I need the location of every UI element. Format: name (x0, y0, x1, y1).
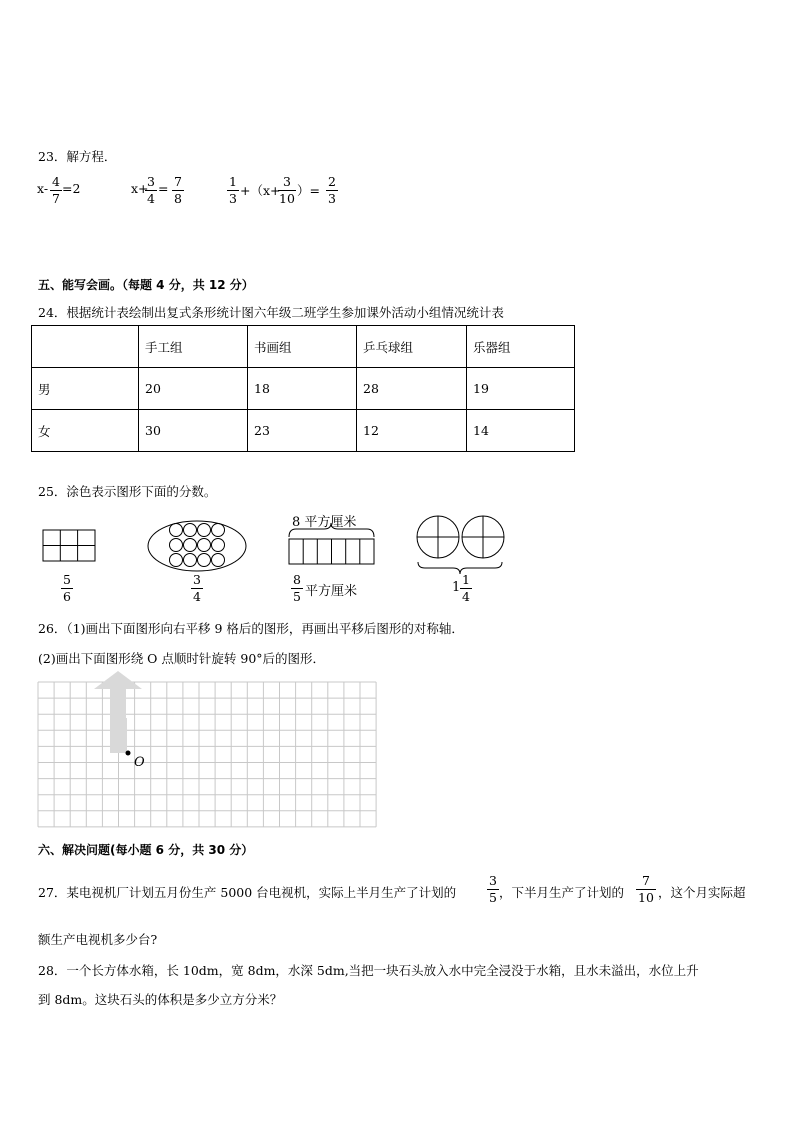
f3-top-label: 8 平方厘米 (292, 515, 357, 530)
f3-unit: 平方厘米 (305, 584, 358, 599)
q26-line-1: 26．（1)画出下面图形向右平移 9 格后的图形，再画出平移后图形的对称轴． (38, 621, 464, 636)
table-header-cell: 乐器组 (467, 326, 575, 368)
q28-line-1: 28．一个长方体水箱，长 10dm，宽 8dm，水深 5dm,当把一块石头放入水中完全浸没于水箱，且水未溢出，水位上升 (38, 963, 699, 978)
table-cell: 23 (248, 410, 357, 452)
f4-fraction: 1 4 (460, 572, 472, 604)
section-6-heading: 六、解决问题(每小题 6 分，共 30 分） (38, 843, 254, 857)
table-header-cell: 乒乓球组 (357, 326, 467, 368)
table-cell: 28 (357, 368, 467, 410)
q23-title: 23．解方程． (38, 149, 117, 164)
table-header-cell (32, 326, 139, 368)
eq3-fraction-2: 3 10 (279, 174, 295, 206)
eq1-rhs: =2 (62, 181, 81, 196)
table-cell: 20 (139, 368, 248, 410)
grid-figure (0, 670, 400, 835)
point-o (126, 751, 131, 756)
table-header-row (32, 326, 575, 368)
q28-line-2: 到 8dm。这块石头的体积是多少立方分米？ (38, 992, 283, 1007)
eq3-fraction-1: 1 3 (227, 174, 239, 206)
point-o-label: O (134, 755, 145, 770)
table-cell: 18 (248, 368, 357, 410)
eq2-equals: = (158, 181, 169, 196)
table-row (32, 368, 575, 410)
q24-title: 24．根据统计表绘制出复式条形统计图六年级二班学生参加课外活动小组情况统计表 (38, 305, 504, 320)
q25-figures (0, 505, 794, 605)
ellipse-circles-figure (148, 521, 246, 571)
eq3-close: ）= (297, 183, 320, 198)
eq3-fraction-3: 2 3 (326, 174, 338, 206)
f2-fraction: 3 4 (191, 572, 203, 604)
table-cell: 女 (32, 410, 139, 452)
eq3-mid: +（x+ (240, 183, 281, 198)
eq2-fraction-2: 7 8 (172, 174, 184, 206)
q25-title: 25．涂色表示图形下面的分数。 (38, 484, 217, 499)
q27-fraction-1: 3 5 (487, 873, 499, 905)
grid-lines (38, 682, 376, 827)
table-row (32, 410, 575, 452)
table-cell: 14 (467, 410, 575, 452)
q27-text-b: ，下半月生产了计划的 (499, 885, 625, 900)
eq1-lhs: x- (37, 181, 49, 196)
f1-fraction: 5 6 (61, 572, 73, 604)
section-5-heading: 五、能写会画。（每题 4 分，共 12 分） (38, 278, 254, 292)
quartered-circles-figure (417, 516, 504, 574)
q27-text-a: 27．某电视机厂计划五月份生产 5000 台电视机，实际上半月生产了计划的 (38, 885, 457, 900)
q27-text-c: ，这个月实际超 (658, 885, 746, 900)
q26-line-2: (2)画出下面图形绕 O 点顺时针旋转 90°后的图形． (38, 651, 326, 666)
table-cell: 男 (32, 368, 139, 410)
table-cell: 19 (467, 368, 575, 410)
q27-fraction-2: 7 10 (636, 873, 656, 905)
f4-whole: 1 (452, 580, 461, 595)
q27-line-2: 额生产电视机多少台? (38, 932, 158, 947)
stats-table (31, 325, 575, 452)
eq2-lhs: x+ (131, 181, 149, 196)
rectangle-grid-figure (43, 530, 95, 561)
table-header-cell: 手工组 (139, 326, 248, 368)
eq1-fraction: 4 7 (50, 174, 62, 206)
arrow-stem (110, 718, 126, 753)
eq2-fraction-1: 3 4 (145, 174, 157, 206)
table-header-cell: 书画组 (248, 326, 357, 368)
table-cell: 12 (357, 410, 467, 452)
f3-fraction: 8 5 (291, 572, 303, 604)
table-cell: 30 (139, 410, 248, 452)
